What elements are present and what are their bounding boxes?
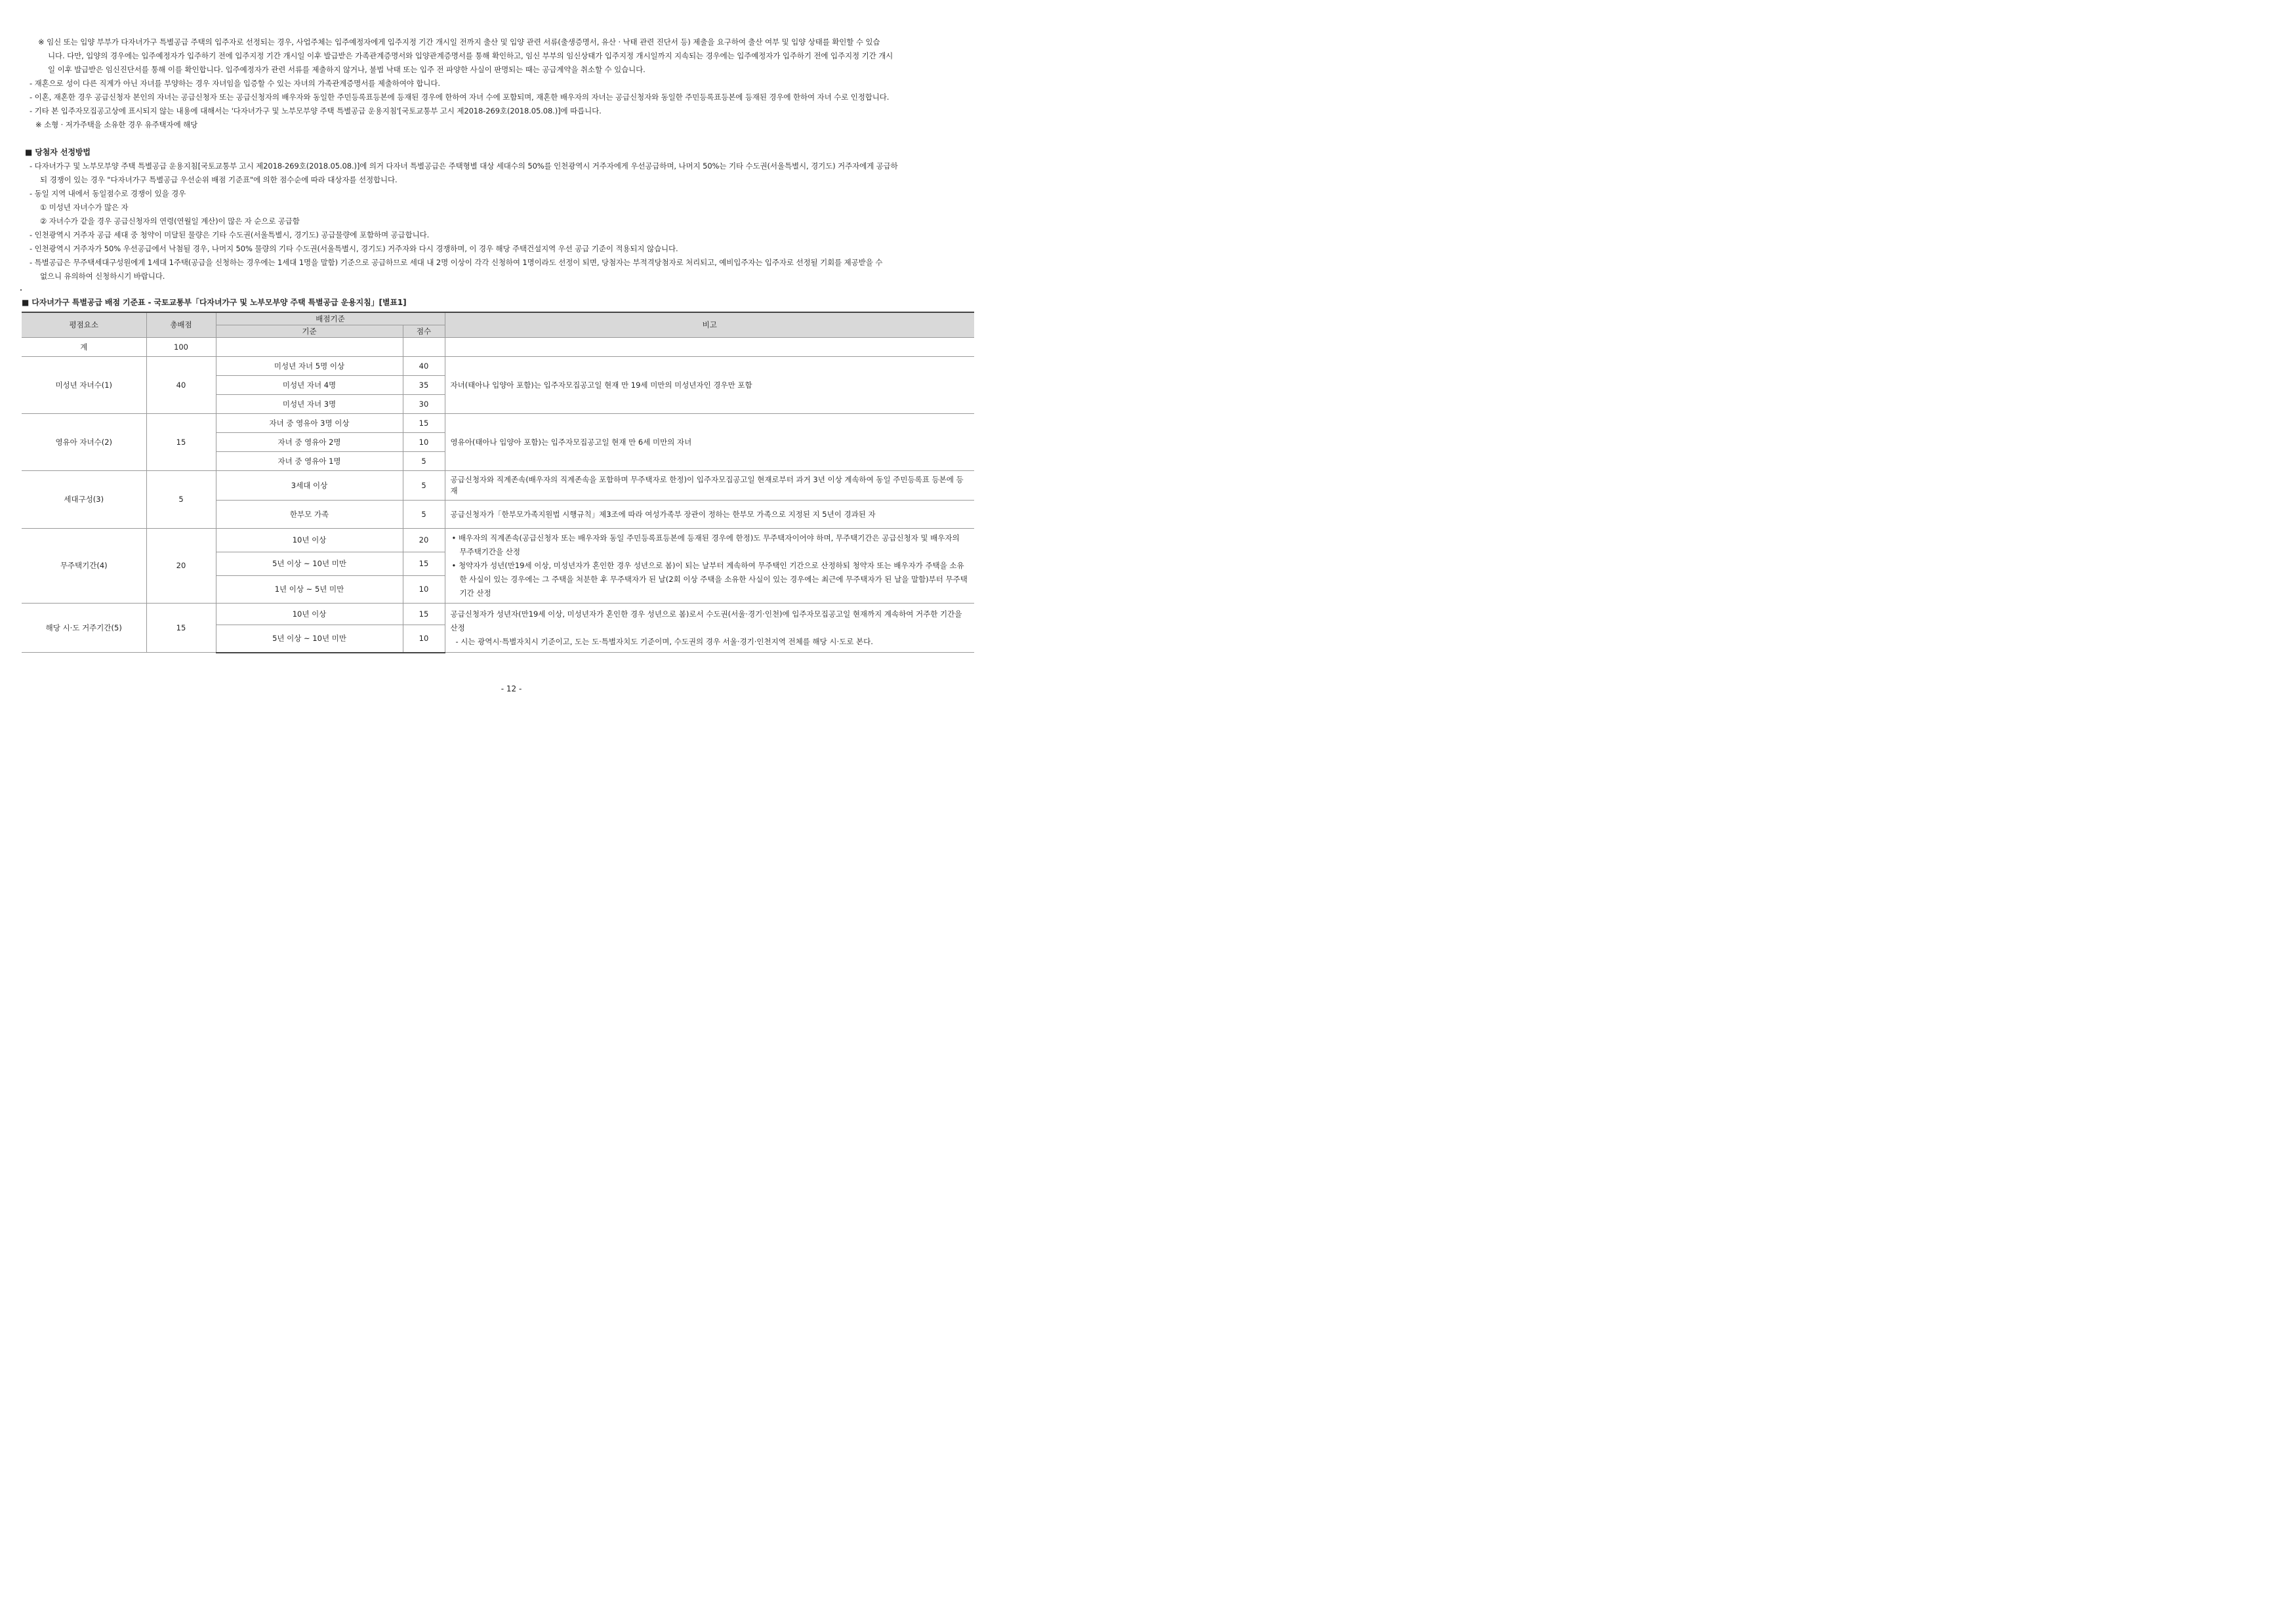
table-row xyxy=(22,529,974,552)
remark-bullet: • 배우자의 직계존속(공급신청자 또는 배우자와 동일 주민등록표등본에 등재된 경우에 한정)도 무주택자이어야 하며, 무주택기간은 공급신청자 및 배우자의 무주택기간을 산정 xyxy=(451,533,960,556)
points-cell: 40 xyxy=(403,357,445,376)
criteria-cell: 3세대 이상 xyxy=(216,471,403,501)
factor-cell: 영유아 자녀수(2) xyxy=(22,414,146,471)
sum-label: 계 xyxy=(22,338,146,357)
header-criteria-group: 배점기준 xyxy=(216,312,445,325)
points-cell: 30 xyxy=(403,395,445,414)
note-line: ※ 소형 · 저가주택을 소유한 경우 유주택자에 해당 xyxy=(35,120,198,129)
points-cell: 10 xyxy=(403,576,445,604)
points-cell: 15 xyxy=(403,552,445,576)
criteria-cell: 1년 이상 ~ 5년 미만 xyxy=(216,576,403,604)
header-points: 점수 xyxy=(403,325,445,338)
points-cell: 15 xyxy=(403,604,445,625)
points-cell: 5 xyxy=(403,452,445,471)
points-cell: 20 xyxy=(403,529,445,552)
section-heading: ■ 당첨자 선정방법 xyxy=(25,148,91,157)
factor-cell: 미성년 자녀수(1) xyxy=(22,357,146,414)
factor-cell: 세대구성(3) xyxy=(22,471,146,529)
total-cell: 20 xyxy=(146,529,216,604)
points-cell: 10 xyxy=(403,625,445,653)
remark-cell: 공급신청자와 직계존속(배우자의 직계존속을 포함하며 무주택자로 한정)이 입주자모집공고일 현재로부터 과거 3년 이상 계속하여 동일 주민등록표 등본에 등재 xyxy=(445,471,974,501)
remark-subnote: - 시는 광역시·특별자치시 기준이고, 도는 도·특별자치도 기준이며, 수도권의 경우 서울·경기·인천지역 전체를 해당 시·도로 본다. xyxy=(455,636,873,646)
stray-dot xyxy=(20,289,22,291)
criteria-cell: 5년 이상 ~ 10년 미만 xyxy=(216,552,403,576)
points-cell: 10 xyxy=(403,433,445,452)
remark-text: 공급신청자가 성년자(만19세 이상, 미성년자가 혼인한 경우 성년으로 봄)로서 수도권(서울·경기·인천)에 입주자모집공고일 현재까지 계속하여 거주한 기간을 산정 xyxy=(450,609,962,632)
header-remarks: 비고 xyxy=(445,312,974,338)
remark-cell xyxy=(445,529,974,604)
note-line: - 특별공급은 무주택세대구성원에게 1세대 1주택(공급을 신청하는 경우에는 1세대 1명을 말함) 기준으로 공급하므로 세대 내 2명 이상이 각각 신청하여 1명이라도 선정이 되면, 당첨자는 부적격당첨자로 처리되고, 예비입주자는 입주자로 선정될 기회를 제공받을 수 xyxy=(30,258,883,267)
note-line: - 인천광역시 거주자가 50% 우선공급에서 낙첨될 경우, 나머지 50% 물량의 기타 수도권(서울특별시, 경기도) 거주자와 다시 경쟁하며, 이 경우 해당 주택건설지역 우선 공급 기준이 적용되지 않습니다. xyxy=(30,244,678,253)
remark-bullet: • 청약자가 성년(만19세 이상, 미성년자가 혼인한 경우 성년으로 봄)이 되는 날부터 계속하여 무주택인 기간으로 산정하되 청약자 또는 배우자가 주택을 소유한 사실이 있는 경우에는 그 주택을 처분한 후 무주택자가 된 날(2회 이상 주택을 소유한 사실이 있는 경우에는 최근에 무주택자가 된 날을 말함)부터 무주택 기간 산정 xyxy=(451,561,968,598)
table-heading: ■ 다자녀가구 특별공급 배점 기준표 - 국토교통부「다자녀가구 및 노부모부양 주택 특별공급 운용지침」[별표1] xyxy=(22,298,407,307)
criteria-cell: 미성년 자녀 4명 xyxy=(216,376,403,395)
factor-cell: 무주택기간(4) xyxy=(22,529,146,604)
score-table xyxy=(22,312,974,653)
criteria-cell: 미성년 자녀 3명 xyxy=(216,395,403,414)
note-line: - 동일 지역 내에서 동일점수로 경쟁이 있을 경우 xyxy=(30,189,186,198)
criteria-cell: 10년 이상 xyxy=(216,604,403,625)
note-line: ② 자녀수가 같을 경우 공급신청자의 연령(연월일 계산)이 많은 자 순으로 공급함 xyxy=(40,216,300,226)
header-criteria: 기준 xyxy=(216,325,403,338)
criteria-cell: 10년 이상 xyxy=(216,529,403,552)
points-cell: 15 xyxy=(403,414,445,433)
points-cell: 35 xyxy=(403,376,445,395)
table-row xyxy=(22,471,974,501)
table-row xyxy=(22,604,974,625)
factor-cell: 해당 시·도 거주기간(5) xyxy=(22,604,146,653)
total-cell: 5 xyxy=(146,471,216,529)
total-cell: 40 xyxy=(146,357,216,414)
criteria-cell: 자녀 중 영유아 1명 xyxy=(216,452,403,471)
points-cell: 5 xyxy=(403,471,445,501)
note-line: 일 이후 발급받은 임신진단서를 통해 이를 확인합니다. 입주예정자가 관련 서류를 제출하지 않거나, 불법 낙태 또는 입주 전 파양한 사실이 판명되는 때는 공급계약을 취소할 수 있습니다. xyxy=(48,65,646,74)
note-line: - 재혼으로 성이 다른 직계가 아닌 자녀를 부양하는 경우 자녀임을 입증할 수 있는 자녀의 가족관계증명서를 제출하여야 합니다. xyxy=(30,79,440,88)
note-line: ※ 임신 또는 입양 부부가 다자녀가구 특별공급 주택의 입주자로 선정되는 경우, 사업주체는 입주예정자에게 입주지정 기간 개시일 전까지 출산 및 입양 관련 서류(출생증명서, 유산 · 낙태 관련 진단서 등) 제출을 요구하여 출산 여부 및 입양 상태를 확인할 수 있습 xyxy=(38,37,880,47)
note-line: 되 경쟁이 있는 경우 "다자녀가구 특별공급 우선순위 배점 기준표"에 의한 점수순에 따라 대상자를 선정합니다. xyxy=(40,175,398,184)
page-number: - 12 - xyxy=(501,684,522,693)
criteria-cell: 자녀 중 영유아 2명 xyxy=(216,433,403,452)
note-line: 니다. 다만, 입양의 경우에는 입주예정자가 입주하기 전에 입주지정 기간 개시일 이후 발급받은 가족관계증명서와 입양관계증명서를 통해 확인하고, 임신 부부의 임신상태가 입주지정 개시일까지 지속되는 경우에는 입주예정자가 입주하기 전에 입주지정 기간 개시 xyxy=(48,51,893,60)
note-line: - 인천광역시 거주자 공급 세대 중 청약이 미달된 물량은 기타 수도권(서울특별시, 경기도) 공급물량에 포함하며 공급합니다. xyxy=(30,230,430,239)
criteria-cell: 한부모 가족 xyxy=(216,501,403,529)
note-line: - 이혼, 재혼한 경우 공급신청자 본인의 자녀는 공급신청자 또는 공급신청자의 배우자와 동일한 주민등록표등본에 등재된 경우에 한하여 자녀 수에 포함되며, 재혼한 배우자의 자녀는 공급신청자와 동일한 주민등록표등본에 등재된 경우에 한하여 자녀 수로 인정합니다. xyxy=(30,92,890,102)
remark-cell xyxy=(445,604,974,653)
remark-cell: 영유아(태아나 입양아 포함)는 입주자모집공고일 현재 만 6세 미만의 자녀 xyxy=(445,414,974,471)
remark-cell: 자녀(태아나 입양아 포함)는 입주자모집공고일 현재 만 19세 미만의 미성년자인 경우만 포함 xyxy=(445,357,974,414)
table-row xyxy=(22,357,974,376)
table-row xyxy=(22,338,974,357)
total-cell: 15 xyxy=(146,604,216,653)
header-total: 총배점 xyxy=(146,312,216,338)
table-row xyxy=(22,414,974,433)
total-cell: 15 xyxy=(146,414,216,471)
criteria-cell: 자녀 중 영유아 3명 이상 xyxy=(216,414,403,433)
note-line: - 다자녀가구 및 노부모부양 주택 특별공급 운용지침[국토교통부 고시 제2018-269호(2018.05.08.)]에 의거 다자녀 특별공급은 주택형별 대상 세대수의 50%를 인천광역시 거주자에게 우선공급하며, 나머지 50%는 기타 수도권(서울특별시, 경기도) 거주자에게 공급하 xyxy=(30,161,898,171)
criteria-cell: 미성년 자녀 5명 이상 xyxy=(216,357,403,376)
remark-cell: 공급신청자가「한부모가족지원법 시행규칙」제3조에 따라 여성가족부 장관이 정하는 한부모 가족으로 지정된 지 5년이 경과된 자 xyxy=(445,501,974,529)
sum-total: 100 xyxy=(146,338,216,357)
note-line: - 기타 본 입주자모집공고상에 표시되지 않는 내용에 대해서는 '다자녀가구 및 노부모부양 주택 특별공급 운용지침'[국토교통부 고시 제2018-269호(2018.05.08.)]에 따릅니다. xyxy=(30,106,602,115)
note-line: ① 미성년 자녀수가 많은 자 xyxy=(40,203,129,212)
header-factor: 평점요소 xyxy=(22,312,146,338)
criteria-cell: 5년 이상 ~ 10년 미만 xyxy=(216,625,403,653)
note-line: 없으니 유의하여 신청하시기 바랍니다. xyxy=(40,272,165,281)
points-cell: 5 xyxy=(403,501,445,529)
